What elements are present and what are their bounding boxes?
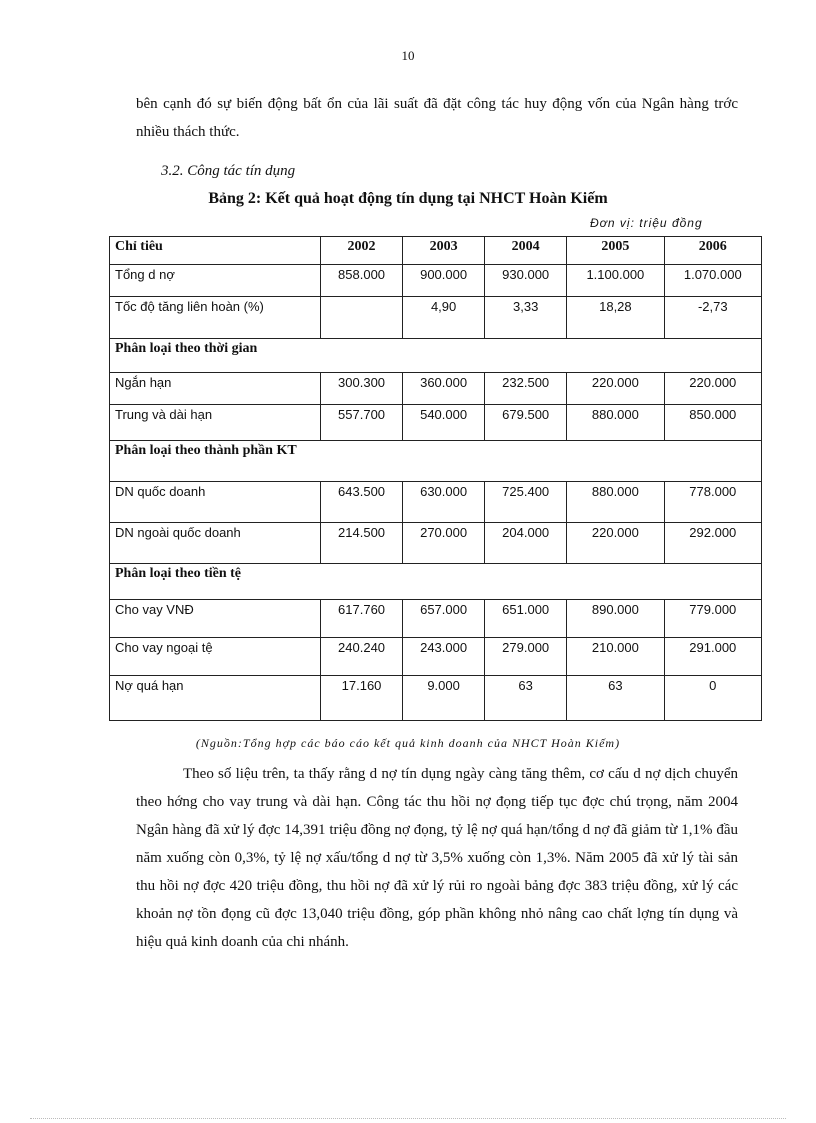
table-title: Bảng 2: Kết quả hoạt động tín dụng tại NHCT Hoàn Kiếm	[208, 190, 608, 207]
cell-value: 617.760	[321, 600, 403, 638]
table-row	[110, 523, 762, 564]
cell-value: 279.000	[485, 638, 567, 676]
cell-value: 630.000	[403, 482, 485, 523]
table-row	[110, 405, 762, 441]
section-label: Phân loại theo thành phần KT	[110, 441, 762, 482]
cell-value: 4,90	[403, 297, 485, 339]
row-label: Trung và dài hạn	[110, 405, 321, 441]
paragraph-analysis: Theo số liệu trên, ta thấy rằng d nợ tín dụng ngày càng tăng thêm, cơ cấu d nợ dịch chuyển theo hớng cho vay trung và dài hạn. Công tác thu hồi nợ đọng tiếp tục đợc chú trọng, năm 2004 Ngân hàng đã xử lý đợc 14,391 triệu đồng nợ đọng, tỷ lệ nợ quá hạn/tổng d nợ đã giảm từ 1,1% đầu năm xuống còn 0,3%, tỷ lệ nợ xấu/tổng d nợ từ 3,5% xuống còn 1,3%. Năm 2005 đã xử lý tài sản thu hồi nợ đợc 420 triệu đồng, thu hồi nợ đã xử lý rủi ro ngoài bảng đợc 383 triệu đồng, xử lý các khoản nợ tồn đọng cũ đợc 13,040 triệu đồng, góp phần không nhỏ nâng cao chất lợng tín dụng và hiệu quả kinh doanh của chi nhánh.	[136, 766, 738, 950]
cell-value: -2,73	[664, 297, 761, 339]
table-row	[110, 265, 762, 297]
row-label: Tổng d nợ	[110, 265, 321, 297]
table-row	[110, 638, 762, 676]
cell-value: 880.000	[567, 405, 664, 441]
header-year: 2003	[403, 237, 485, 265]
cell-value: 890.000	[567, 600, 664, 638]
cell-value: 1.100.000	[567, 265, 664, 297]
table-source-note: (Nguồn:Tổng hợp các báo cáo kết quả kinh doanh của NHCT Hoàn Kiếm)	[195, 736, 621, 750]
table-row	[110, 600, 762, 638]
cell-value: 657.000	[403, 600, 485, 638]
cell-value: 779.000	[664, 600, 761, 638]
header-year: 2005	[567, 237, 664, 265]
cell-value: 557.700	[321, 405, 403, 441]
table-row	[110, 676, 762, 721]
cell-value: 679.500	[485, 405, 567, 441]
header-indicator: Chỉ tiêu	[110, 237, 321, 265]
cell-value: 243.000	[403, 638, 485, 676]
row-label: Tốc độ tăng liên hoàn (%)	[110, 297, 321, 339]
paragraph-intro: bên cạnh đó sự biến động bất ổn của lãi suất đã đặt công tác huy động vốn của Ngân hàng trớc nhiều thách thức.	[136, 96, 738, 140]
cell-value: 858.000	[321, 265, 403, 297]
cell-value: 880.000	[567, 482, 664, 523]
cell-value: 540.000	[403, 405, 485, 441]
table-row	[110, 297, 762, 339]
cell-value: 220.000	[567, 523, 664, 564]
row-label: Cho vay VNĐ	[110, 600, 321, 638]
cell-value: 220.000	[567, 373, 664, 405]
cell-value: 643.500	[321, 482, 403, 523]
cell-value: 63	[485, 676, 567, 721]
table-header-row	[110, 237, 762, 265]
cell-value: 850.000	[664, 405, 761, 441]
cell-value: 220.000	[664, 373, 761, 405]
cell-value: 292.000	[664, 523, 761, 564]
cell-value: 651.000	[485, 600, 567, 638]
page-footer-divider	[30, 1118, 786, 1119]
section-label: Phân loại theo tiền tệ	[110, 564, 762, 600]
cell-value: 18,28	[567, 297, 664, 339]
cell-value: 3,33	[485, 297, 567, 339]
section-heading: 3.2. Công tác tín dụng	[161, 163, 296, 179]
page-number: 10	[401, 48, 415, 63]
table-row	[110, 373, 762, 405]
cell-value: 1.070.000	[664, 265, 761, 297]
cell-value: 214.500	[321, 523, 403, 564]
cell-value: 63	[567, 676, 664, 721]
cell-value: 778.000	[664, 482, 761, 523]
credit-results-table	[109, 236, 762, 721]
cell-value: 204.000	[485, 523, 567, 564]
header-year: 2006	[664, 237, 761, 265]
table-section-row	[110, 564, 762, 600]
cell-value: 17.160	[321, 676, 403, 721]
cell-value: 210.000	[567, 638, 664, 676]
cell-value	[321, 297, 403, 339]
cell-value: 291.000	[664, 638, 761, 676]
row-label: Ngắn hạn	[110, 373, 321, 405]
header-year: 2004	[485, 237, 567, 265]
table-section-row	[110, 441, 762, 482]
row-label: Nợ quá hạn	[110, 676, 321, 721]
cell-value: 270.000	[403, 523, 485, 564]
cell-value: 300.300	[321, 373, 403, 405]
cell-value: 900.000	[403, 265, 485, 297]
header-year: 2002	[321, 237, 403, 265]
cell-value: 360.000	[403, 373, 485, 405]
table-section-row	[110, 339, 762, 373]
cell-value: 9.000	[403, 676, 485, 721]
cell-value: 930.000	[485, 265, 567, 297]
row-label: Cho vay ngoại tệ	[110, 638, 321, 676]
table-unit: Đơn vị: triệu đồng	[590, 216, 703, 230]
section-label: Phân loại theo thời gian	[110, 339, 762, 373]
cell-value: 725.400	[485, 482, 567, 523]
cell-value: 0	[664, 676, 761, 721]
row-label: DN ngoài quốc doanh	[110, 523, 321, 564]
table-row	[110, 482, 762, 523]
cell-value: 232.500	[485, 373, 567, 405]
row-label: DN quốc doanh	[110, 482, 321, 523]
cell-value: 240.240	[321, 638, 403, 676]
